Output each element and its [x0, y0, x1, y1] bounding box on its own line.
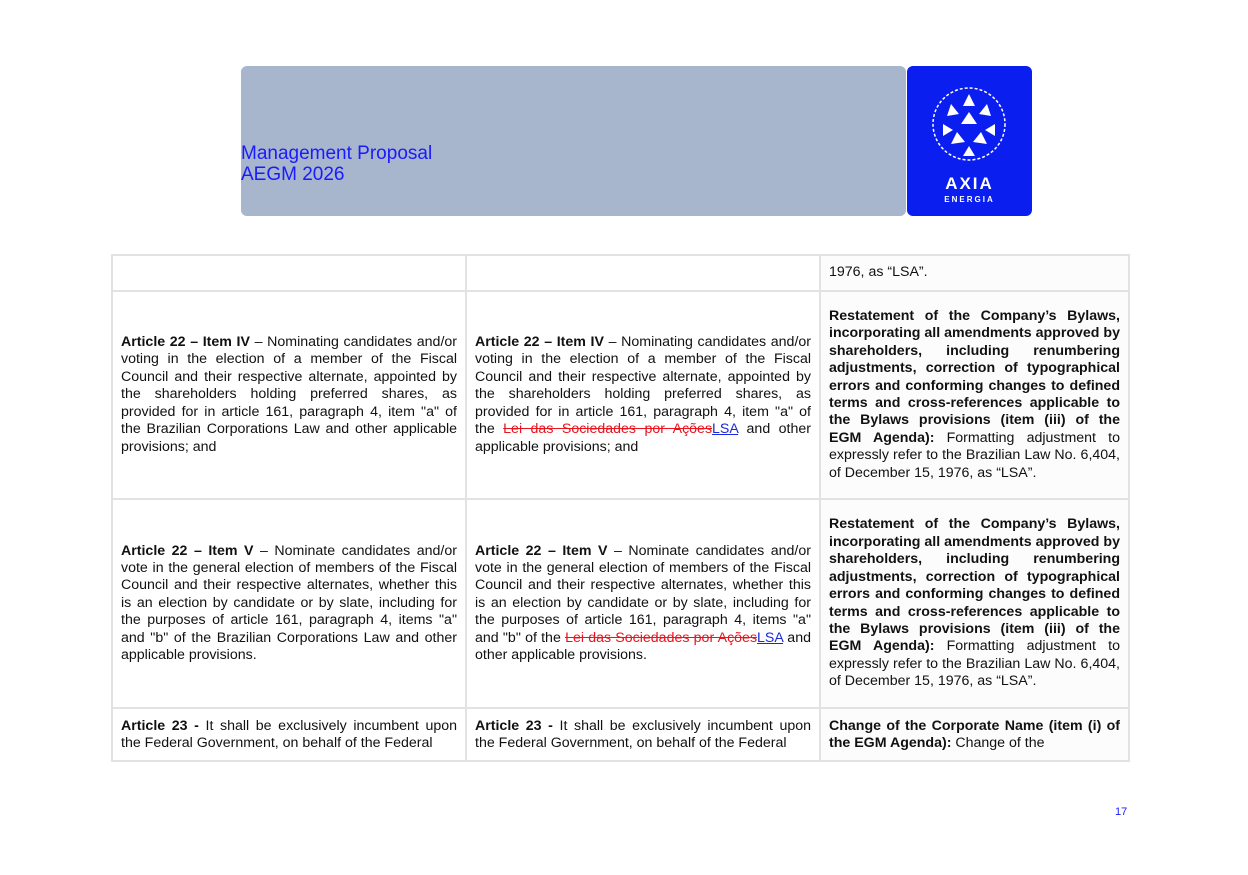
cell-current [112, 255, 466, 291]
cell-proposed: Article 23 - It shall be exclusively incumbent upon the Federal Government, on behalf of the Federal [466, 708, 820, 761]
cell-proposed: Article 22 – Item V – Nominate candidates and/or vote in the general election of members of the Fiscal Council and their respective alternates, whether this is an election by candidate or by slate, including for the purposes of article 161, paragraph 4, items "a" and "b" of the Lei das Sociedades por AçõesLSA and other applicable provisions. [466, 499, 820, 708]
table-row [112, 291, 1129, 499]
deleted-text: Lei das Sociedades por Ações [565, 629, 758, 646]
table-row [112, 255, 1129, 291]
cell-justification: Restatement of the Company’s Bylaws, incorporating all amendments approved by shareholders, including renumbering adjustments, correction of typographical errors and conforming changes to defined terms and cross-references applicable to the Bylaws provisions (item (iii) of the EGM Agenda): Formatting adjustment to expressly refer to the Brazilian Law No. 6,404, of December 15, 1976, as “LSA”. [820, 291, 1129, 499]
logo-subtitle: ENERGIA [944, 195, 995, 204]
deleted-text: Lei das Sociedades por Ações [503, 421, 713, 438]
document-title [241, 143, 432, 185]
table-row [112, 708, 1129, 761]
cell-proposed: Article 22 – Item IV – Nominating candidates and/or voting in the election of a member of the Fiscal Council and their respective alternate, appointed by the shareholders holding preferred shares, as provided for in article 161, paragraph 4, item "a" of the Lei das Sociedades por AçõesLSA and other applicable provisions; and [466, 291, 820, 499]
header-banner [241, 66, 906, 216]
cell-justification: 1976, as “LSA”. [820, 255, 1129, 291]
bylaws-comparison-table [111, 254, 1130, 762]
title-line-1: Management Proposal [241, 143, 433, 164]
axia-logo [907, 66, 1032, 216]
cell-justification: Change of the Corporate Name (item (i) of the EGM Agenda): Change of the [820, 708, 1129, 761]
table-row [112, 499, 1129, 708]
cell-justification: Restatement of the Company’s Bylaws, incorporating all amendments approved by shareholders, including renumbering adjustments, correction of typographical errors and conforming changes to defined terms and cross-references applicable to the Bylaws provisions (item (iii) of the EGM Agenda): Formatting adjustment to expressly refer to the Brazilian Law No. 6,404, of December 15, 1976, as “LSA”. [820, 499, 1129, 708]
cell-proposed [466, 255, 820, 291]
cell-current: Article 22 – Item IV – Nominating candidates and/or voting in the election of a member of the Fiscal Council and their respective alternate, appointed by the shareholders holding preferred shares, as provided for in article 161, paragraph 4, item "a" of the Brazilian Corporations Law and other applicable provisions; and [112, 291, 466, 499]
title-line-2: AEGM 2026 [241, 164, 345, 185]
cell-current: Article 22 – Item V – Nominate candidates and/or vote in the general election of members of the Fiscal Council and their respective alternates, whether this is an election by candidate or by slate, including for the purposes of article 161, paragraph 4, items "a" and "b" of the Brazilian Corporations Law and other applicable provisions. [112, 499, 466, 708]
page-number: 17 [1115, 806, 1128, 818]
globe-icon [929, 86, 1009, 162]
cell-current: Article 23 - It shall be exclusively incumbent upon the Federal Government, on behalf of the Federal [112, 708, 466, 761]
inserted-text: LSA [757, 629, 784, 646]
logo-name: AXIA [945, 174, 994, 193]
inserted-text: LSA [712, 421, 739, 438]
